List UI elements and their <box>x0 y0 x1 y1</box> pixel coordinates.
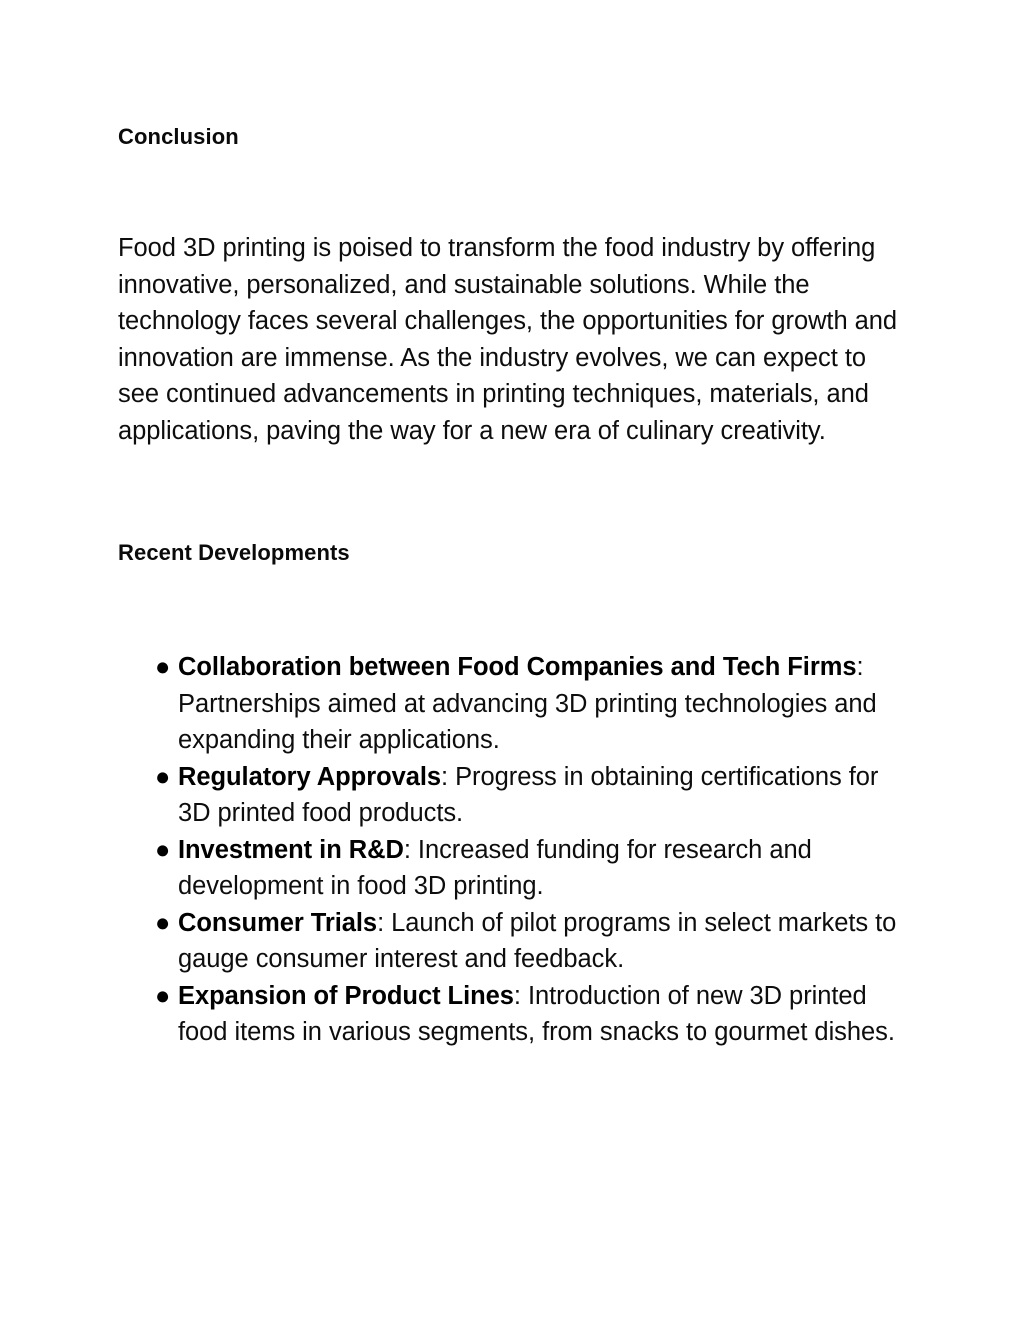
bullet-dot-icon: ● <box>155 762 171 791</box>
list-item-description: : Progress in obtaining certifications for 3D printed food products. <box>178 762 879 827</box>
recent-developments-list <box>118 649 908 1051</box>
list-item-term: Consumer Trials <box>178 908 378 937</box>
bullet-dot-icon: ● <box>155 835 171 864</box>
list-item-description: : Increased funding for research and development in food 3D printing. <box>178 835 812 900</box>
list-item-term: Expansion of Product Lines <box>178 981 514 1010</box>
list-item-term: Regulatory Approvals <box>178 762 442 791</box>
list-item <box>118 832 908 905</box>
page-title-conclusion: Conclusion <box>118 124 239 149</box>
list-item-description: : Introduction of new 3D printed food items in various segments, from snacks to gourmet dishes. <box>178 981 895 1046</box>
document-content <box>118 0 908 1051</box>
list-item <box>118 905 908 978</box>
conclusion-paragraph: Food 3D printing is poised to transform the food industry by offering innovative, personalized, and sustainable solutions. While the technology faces several challenges, the opportunities for growth and innovation are immense. As the industry evolves, we can expect to see continued advancements in printing techniques, materials, and applications, paving the way for a new era of culinary creativity. <box>118 234 898 445</box>
bullet-dot-icon: ● <box>155 653 171 681</box>
recent-developments-section <box>118 538 908 568</box>
list-item <box>118 759 908 832</box>
conclusion-section <box>118 122 908 152</box>
list-item-description: : Partnerships aimed at advancing 3D printing technologies and expanding their applications. <box>178 653 877 754</box>
list-item-description: : Launch of pilot programs in select markets to gauge consumer interest and feedback. <box>178 908 897 973</box>
bullet-dot-icon: ● <box>155 908 171 937</box>
list-item <box>118 978 908 1051</box>
page-title-recent-developments: Recent Developments <box>118 540 350 565</box>
list-item-term: Investment in R&D <box>178 835 404 864</box>
list-item-term: Collaboration between Food Companies and Tech Firms <box>178 653 857 681</box>
list-item <box>118 649 908 759</box>
bullet-dot-icon: ● <box>155 981 171 1010</box>
